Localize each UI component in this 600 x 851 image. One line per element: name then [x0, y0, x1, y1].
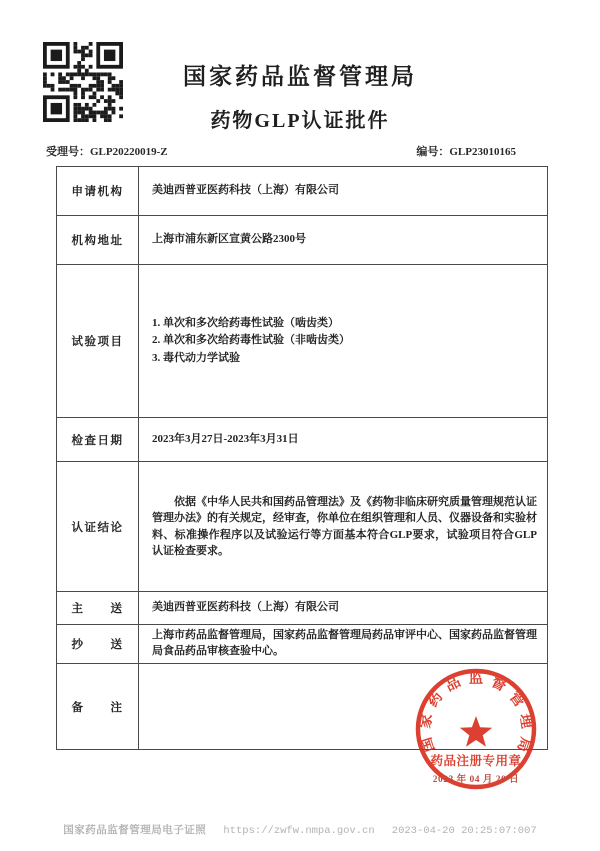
- certificate-number: 编号：GLP23010165: [416, 146, 516, 158]
- conclusion-text: 依据《中华人民共和国药品管理法》及《药物非临床研究质量管理规范认证管理办法》的有关规定，经审查，你单位在组织管理和人员、仪器设备和实验材料、标准操作程序以及试验运行等方面基本符合GLP要求，试验项目符合GLP认证检查要求。: [152, 495, 537, 557]
- svg-text:局: 局: [513, 735, 534, 754]
- certificate-table: [56, 166, 548, 750]
- row-value: [139, 664, 547, 749]
- row-value: 美迪西普亚医药科技（上海）有限公司: [152, 601, 339, 614]
- table-row-applicant: [57, 167, 547, 216]
- svg-text:品: 品: [443, 674, 464, 695]
- svg-text:监: 监: [468, 671, 484, 687]
- footer-url: https://zwfw.nmpa.gov.cn: [223, 825, 375, 837]
- row-value: 上海市药品监督管理局，国家药品监督管理局药品审评中心、国家药品监督管理局食品药品审核查验中心。: [152, 629, 537, 657]
- svg-text:药: 药: [424, 689, 447, 711]
- document-numbers: [46, 143, 516, 159]
- table-row-main-recipient: [57, 592, 547, 625]
- row-label: 抄 送: [57, 625, 139, 663]
- seal-date: 2023 年 04 月 20 日: [432, 775, 520, 785]
- row-label: 机构地址: [57, 216, 139, 264]
- footer-elicense-line: [0, 822, 600, 837]
- row-label: 检查日期: [57, 418, 139, 461]
- seal-caption: 药品注册专用章: [430, 754, 522, 768]
- row-label: 试验项目: [57, 265, 139, 417]
- acceptance-number: 受理号：GLP20220019-Z: [46, 146, 168, 158]
- table-row-remarks: [57, 664, 547, 749]
- agency-title: 国家药品监督管理局: [183, 64, 417, 89]
- footer-label: 国家药品监督管理局电子证照: [63, 825, 207, 836]
- row-value: 上海市浦东新区宣黄公路2300号: [152, 233, 306, 246]
- svg-text:管: 管: [505, 689, 528, 711]
- table-row-conclusion: [57, 462, 547, 592]
- row-label: 认证结论: [57, 462, 139, 591]
- test-item: 2. 单次和多次给药毒性试验（非啮齿类）: [152, 334, 350, 347]
- svg-text:家: 家: [417, 712, 436, 730]
- svg-text:国: 国: [418, 735, 439, 754]
- footer-timestamp: 2023-04-20 20:25:07:007: [391, 825, 537, 837]
- document-title: 药物GLP认证批件: [210, 110, 390, 132]
- row-value: [139, 265, 547, 417]
- row-value: [139, 462, 547, 591]
- table-row-inspection-date: [57, 418, 547, 462]
- row-label: 主 送: [57, 592, 139, 624]
- svg-text:督: 督: [488, 674, 509, 695]
- row-value: 2023年3月27日-2023年3月31日: [152, 432, 299, 445]
- row-label: 备 注: [57, 664, 139, 749]
- table-row-test-items: [57, 265, 547, 418]
- row-value: 美迪西普亚医药科技（上海）有限公司: [152, 184, 339, 197]
- test-item: 3. 毒代动力学试验: [152, 351, 240, 364]
- test-item: 1. 单次和多次给药毒性试验（啮齿类）: [152, 317, 339, 330]
- svg-text:理: 理: [516, 712, 535, 730]
- row-label: 申请机构: [57, 167, 139, 215]
- table-row-cc: [57, 625, 547, 664]
- table-row-address: [57, 216, 547, 265]
